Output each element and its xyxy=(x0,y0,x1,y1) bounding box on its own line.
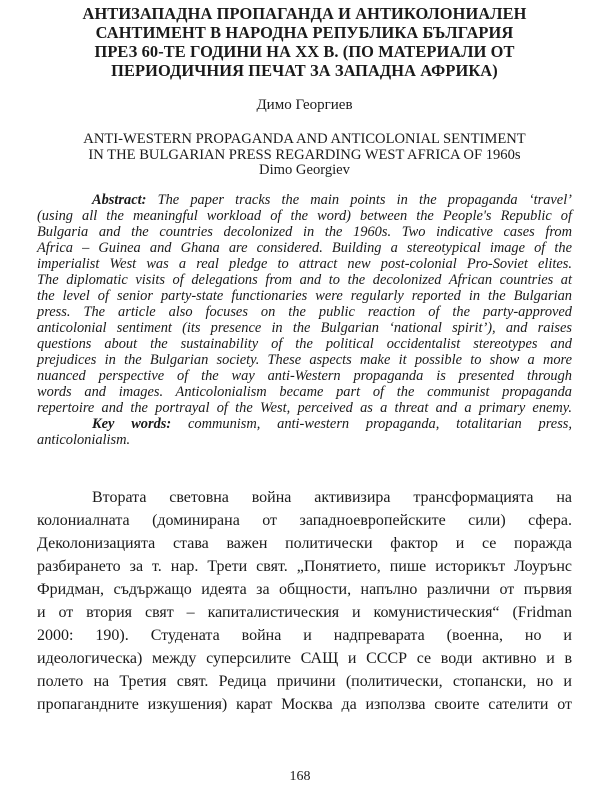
abstract-line: press. The article also focuses on the public reaction of the party-approved xyxy=(37,303,572,320)
author-name-english: Dimo Georgiev xyxy=(259,162,350,178)
keywords-text: communism, anti-western propaganda, totalitarian press, xyxy=(188,415,572,432)
abstract-line: nuanced perspective of the way anti-Western propaganda is presented through xyxy=(37,367,572,384)
abstract-line xyxy=(37,192,572,208)
title-line: IN THE BULGARIAN PRESS REGARDING WEST AFRICA OF 1960s xyxy=(88,146,521,163)
abstract-label: Abstract: xyxy=(92,191,147,208)
abstract-line: Africa – Guinea and Ghana are considered. Building a stereotypical image of the xyxy=(37,239,572,256)
keywords-line xyxy=(37,416,572,432)
body-line: и от втория свят – капиталистическия и комунистическия“ (Fridman xyxy=(37,603,572,621)
abstract-line: words and images. Anticolonialism became part of the communist propaganda xyxy=(37,383,572,400)
title-line: АНТИЗАПАДНА ПРОПАГАНДА И АНТИКОЛОНИАЛЕН xyxy=(82,4,527,23)
page-number: 168 xyxy=(289,769,311,784)
body-line: идеологическа) между суперсилите САЩ и СССР се води активно и в xyxy=(37,650,572,668)
body-line: колониалната (доминирана от западноевропейските сили) сфера. xyxy=(37,511,572,529)
title-line: ПРЕЗ 60-ТЕ ГОДИНИ НА ХХ В. (ПО МАТЕРИАЛИ ОТ xyxy=(94,42,515,61)
keywords-label: Key words: xyxy=(92,415,172,432)
abstract-text: The paper tracks the main points in the propaganda ‘travel’ xyxy=(157,191,572,208)
abstract-line: the level of senior party-state functionaries were regularly reported in the Bulgarian xyxy=(37,287,572,304)
document-page xyxy=(37,4,572,716)
title-line: ПЕРИОДИЧНИЯ ПЕЧАТ ЗА ЗАПАДНА АФРИКА) xyxy=(111,61,498,80)
body-line: Фридман, съдържащо идеята за общности, напълно различни от първия xyxy=(37,580,572,598)
abstract-line: (using all the meaningful workload of the word) between the People's Republic of xyxy=(37,207,572,224)
keywords-line: anticolonialism. xyxy=(37,431,131,448)
title-line: ANTI-WESTERN PROPAGANDA AND ANTICOLONIAL SENTIMENT xyxy=(83,131,526,147)
abstract-line: The diplomatic visits of delegations from and to the decolonized African countries at xyxy=(37,271,572,288)
abstract-line: questions about the sustainability of the political occidentalist stereotypes and xyxy=(37,335,572,352)
abstract-line: repertoire and the portrayal of the West, perceived as a threat and a primary enemy. xyxy=(37,399,572,416)
body-line: 2000: 190). Студената война и надпреварата (военна, но и xyxy=(37,627,572,645)
body-line: полето на Третия свят. Редица причини (политически, стопански, но и xyxy=(37,673,572,691)
body-line: Деколонизацията става важен политически фактор и се поражда xyxy=(37,534,572,552)
abstract-line: Bulgaria and the countries decolonized in the 1960s. Two indicative cases from xyxy=(37,223,572,240)
abstract-line: anticolonial sentiment (its presence in the Bulgarian ‘national spirit’), and raises xyxy=(37,319,572,336)
body-paragraph xyxy=(37,486,572,717)
body-line: разбирането за т. нар. Трети свят. „Понятието, пише историкът Лоурънс xyxy=(37,557,572,575)
abstract-line: imperialist West was a real pledge to attract new post-colonial Pro-Soviet elites. xyxy=(37,255,572,272)
title-line: САНТИМЕНТ В НАРОДНА РЕПУБЛИКА БЪЛГАРИЯ xyxy=(95,23,514,42)
abstract xyxy=(37,192,572,448)
body-line: Втората световна война активизира трансформацията на xyxy=(92,488,572,506)
author-name-bulgarian: Димо Георгиев xyxy=(256,97,353,113)
article-title-english xyxy=(37,132,572,163)
abstract-line: prejudices in the Bulgarian society. These aspects make it possible to show a more xyxy=(37,351,572,368)
article-title-bulgarian xyxy=(37,4,572,80)
body-line: пропагандните изкушения) карат Москва да използва своите сателити от xyxy=(37,696,572,714)
